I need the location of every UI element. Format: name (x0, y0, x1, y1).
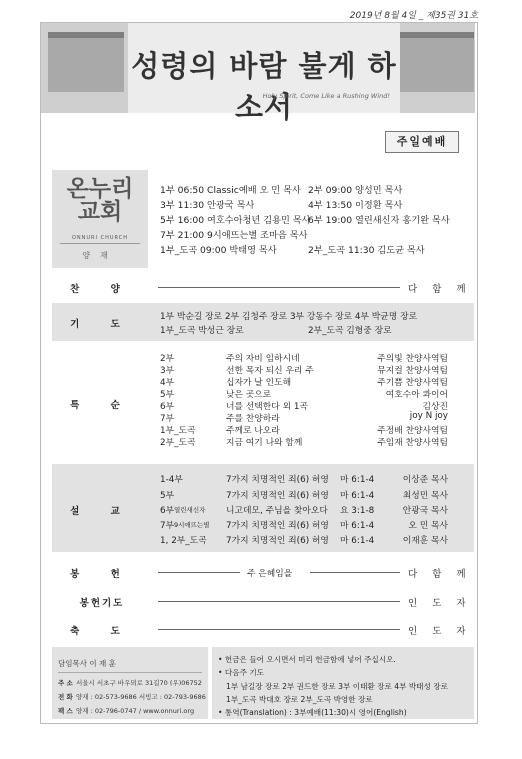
special-song: 지금 여기 나와 함께 (226, 438, 303, 448)
schedule-line: 2부_도곡 11:30 김도균 목사 (308, 245, 425, 256)
sermon-title: 니고데모, 주님을 찾아오다 (226, 506, 328, 516)
notice-item: • 헌금은 들어 오시면서 미리 헌금함에 넣어 주십시오. (218, 655, 396, 664)
page-subtitle: Holy Spirit, Come Like a Rushing Wind! (262, 92, 390, 100)
offering-prayer-leader: 인 도 자 (408, 598, 472, 609)
prayer-line: 1부 박순길 장로 2부 김청주 장로 3부 강동수 장로 4부 박균명 장로 (160, 312, 418, 322)
issue-info: 2019년 8월 4일 _ 제35권 31호 (349, 11, 478, 21)
address-label: 주 소 (58, 679, 73, 687)
special-song: 주를 찬양하라 (226, 414, 280, 424)
schedule-line: 6부 19:00 열린새신자 홍기완 목사 (308, 215, 450, 226)
notice-item: • 통역(Translation) : 3부예배(11:30)시 영어(English) (218, 708, 407, 717)
fax-label: 팩 스 (58, 707, 73, 715)
sermon-service: 6부 (160, 506, 175, 516)
logo-divider (60, 243, 140, 244)
benediction-leader: 인 도 자 (408, 626, 472, 637)
special-performer: 주정배 찬양사역팀 (377, 426, 448, 436)
page-title: 성령의 바람 불게 하소서 (131, 49, 397, 124)
fax-web-link[interactable]: 양재 : 02-796-0747 / www.onnuri.org (76, 707, 195, 715)
special-service: 1부_도곡 (160, 426, 196, 436)
sermon-scripture: 마 6:1-4 (340, 536, 375, 546)
header-left-decor (48, 32, 124, 92)
special-label: 특 순 (70, 400, 134, 411)
special-song: 너를 선택한다 외 1곡 (226, 402, 308, 412)
special-song: 주께로 나오라 (226, 426, 280, 436)
schedule-line: 1부 06:50 Classic예배 오 민 목사 (160, 185, 301, 196)
offering-prayer-label: 봉헌기도 (79, 598, 125, 609)
header-right-decor (398, 32, 474, 92)
sermon-label: 설 교 (70, 506, 134, 517)
prayer-line: 1부_도곡 박성근 장로 (160, 326, 244, 336)
special-performer: 주임재 찬양사역팀 (377, 438, 448, 448)
special-performer: 김상진 (422, 402, 448, 412)
sermon-scripture: 마 6:1-4 (340, 475, 375, 485)
sermon-preacher: 이재훈 목사 (402, 536, 448, 546)
offering-song: 주 은혜임을 (247, 569, 293, 579)
schedule-line: 2부 09:00 양성민 목사 (308, 185, 403, 196)
special-performer: 주기쁨 찬양사역팀 (377, 378, 448, 388)
sermon-service-note: 열린새신자 (174, 506, 206, 514)
sermon-service-note: 9시애뜨는별 (174, 521, 210, 529)
offering-leader: 다 함 께 (408, 569, 472, 580)
senior-pastor: 담임목사 이 재 훈 (58, 659, 116, 668)
sermon-title: 7가지 치명적인 죄(6) 허영 (226, 491, 329, 501)
sermon-preacher: 이상준 목사 (402, 475, 448, 485)
special-service: 4부 (160, 378, 175, 388)
special-song: 낮은 곳으로 (226, 390, 272, 400)
prayer-label: 기 도 (70, 319, 134, 330)
sermon-title: 7가지 치명적인 죄(6) 허영 (226, 536, 329, 546)
notice-item: 1부_도곡 박대호 장로 2부_도곡 박영한 장로 (226, 695, 373, 704)
schedule-line: 7부 21:00 9시애뜨는별 조마음 목사 (160, 230, 308, 241)
sermon-preacher: 최성민 목사 (402, 491, 448, 501)
special-song: 선한 목자 되신 우리 주 (226, 366, 314, 376)
special-service: 3부 (160, 366, 175, 376)
logo-subtitle: ONNURI CHURCH (71, 235, 128, 241)
sermon-preacher: 오 민 목사 (408, 521, 448, 531)
contact-divider (58, 672, 202, 673)
benediction-line (158, 629, 400, 630)
offering-prayer-line (158, 601, 400, 602)
sermon-preacher: 안광국 목사 (402, 506, 448, 516)
service-type-badge: 주일예배 (385, 131, 459, 153)
schedule-line: 5부 16:00 여호수아청년 김용민 목사 (160, 215, 311, 226)
special-song: 주의 자비 임하시네 (226, 354, 300, 364)
logo-text (52, 178, 148, 224)
special-performer: 여호수아 콰이어 (385, 390, 448, 400)
phone-label: 전 화 (58, 693, 73, 701)
special-service: 2부 (160, 354, 175, 364)
sermon-scripture: 요 3:1-8 (340, 506, 375, 516)
notice-item: 1부 남길장 장로 2부 권드한 장로 3부 이태환 장로 4부 박태성 장로 (226, 682, 448, 691)
special-performer: joy N joy (409, 411, 448, 421)
offering-line-right (310, 572, 400, 573)
schedule-line: 4부 13:50 이정환 목사 (308, 200, 403, 211)
special-song: 십자가 날 인도해 (226, 378, 292, 388)
header-left-strip (48, 32, 124, 38)
praise-leader-line (158, 287, 400, 288)
offering-label: 봉 헌 (70, 569, 134, 580)
special-service: 5부 (160, 390, 175, 400)
sermon-service: 1, 2부_도곡 (160, 536, 207, 546)
praise-leader: 다 함 께 (408, 284, 472, 295)
prayer-line: 2부_도곡 김형중 장로 (308, 326, 392, 336)
schedule-line: 3부 11:30 안광국 목사 (160, 200, 255, 211)
special-service: 6부 (160, 402, 175, 412)
schedule-line: 1부_도곡 09:00 박태영 목사 (160, 245, 277, 256)
offering-line-left (158, 572, 240, 573)
sermon-title: 7가지 치명적인 죄(6) 허영 (226, 475, 329, 485)
fax-text (76, 706, 194, 715)
special-performer: 뮤지컬 찬양사역팀 (377, 366, 448, 376)
praise-label: 찬 양 (70, 284, 134, 295)
special-performer: 주의빛 찬양사역팀 (377, 354, 448, 364)
special-service: 7부 (160, 414, 175, 424)
logo-text-line1: 온누리 (66, 176, 134, 202)
sermon-scripture: 마 6:1-4 (340, 521, 375, 531)
special-service: 2부_도곡 (160, 438, 196, 448)
sermon-service: 5부 (160, 491, 175, 501)
sermon-title: 7가지 치명적인 죄(6) 허영 (226, 521, 329, 531)
church-name: 양재 (82, 251, 118, 260)
notice-item: • 다음주 기도 (218, 668, 264, 677)
sermon-service: 1-4부 (160, 475, 183, 485)
address-text: 서울시 서초구 바우뫼로 31길70 (우)06752 (76, 679, 202, 687)
header-right-strip (398, 32, 474, 38)
phone-text: 양재 : 02-573-9686 서빙고 : 02-793-9686 (76, 693, 206, 701)
sermon-scripture: 마 6:1-4 (340, 491, 375, 501)
sermon-service: 7부 (160, 521, 175, 531)
benediction-label: 축 도 (70, 626, 134, 637)
logo-text-line2: 교회 (77, 199, 123, 225)
